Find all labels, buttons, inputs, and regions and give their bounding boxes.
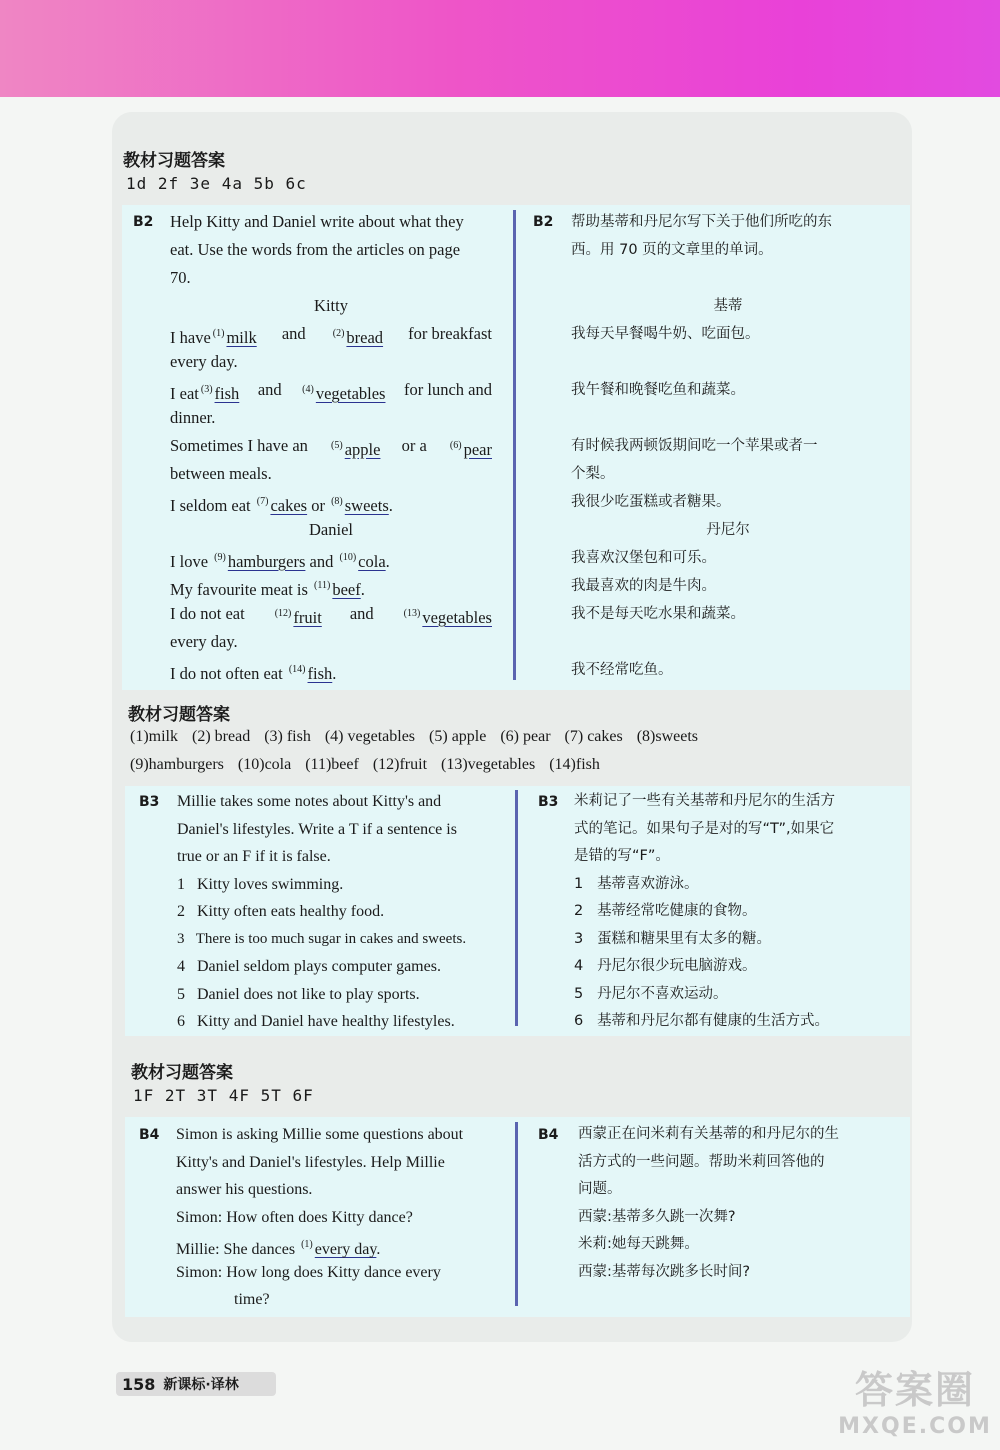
answer-item: (13)vegetables: [441, 756, 536, 773]
answer-blank: apple: [344, 440, 381, 459]
answer-blank: sweets: [344, 496, 389, 515]
b2-zh-kitty-title: 基蒂: [713, 298, 743, 314]
answer-item: (8)sweets: [636, 728, 699, 745]
b4-label: B4: [139, 1127, 160, 1143]
b2-daniel-title: Daniel: [309, 520, 353, 539]
page-footer: [116, 1372, 276, 1396]
watermark-logo: [840, 1355, 990, 1443]
b3-divider: [515, 790, 518, 1026]
answer-item: (10)cola: [237, 756, 292, 773]
b2-line: My favourite meat is $^{(11)}$ beef.: [170, 580, 365, 599]
answer-blank: beef: [332, 580, 361, 599]
b2-intro-line: eat. Use the words from the articles on page: [170, 240, 461, 259]
b4-divider: [515, 1122, 518, 1306]
b4-intro-line: Kitty's and Daniel's lifestyles. Help Millie: [176, 1153, 445, 1171]
answer-blank: vegetables: [422, 608, 492, 627]
b3-item: 4 Daniel seldom plays computer games.: [177, 958, 441, 975]
b3-zh-item: 1 基蒂喜欢游泳。: [574, 875, 699, 892]
answer-item: (4) vegetables: [324, 728, 416, 745]
b2-zh-line: 我不经常吃鱼。: [571, 662, 673, 678]
b3-zh-item: 3 蛋糕和糖果里有太多的糖。: [574, 930, 772, 947]
answer-item: (3) fish: [264, 728, 311, 745]
answer-item: (6) pear: [500, 728, 551, 745]
b4-intro-line: answer his questions.: [176, 1181, 313, 1198]
b3-zh-line: 米莉记了一些有关基蒂和丹尼尔的生活方: [574, 793, 835, 809]
answer-blank: fish: [214, 384, 240, 403]
answer-item: (1)milk: [130, 728, 178, 745]
b2-line: I eat $^{(3)}$ fish and $^{(4)}$ vegetables for lunch and: [170, 380, 492, 403]
answers-row-2: [130, 756, 600, 774]
b4-zh-label: B4: [538, 1127, 559, 1143]
answers-heading-2: 教材习题答案: [128, 705, 230, 725]
b3-label: B3: [139, 794, 160, 810]
b4-question: Simon: How often does Kitty dance?: [176, 1208, 413, 1226]
b2-line: between meals.: [170, 464, 272, 483]
b2-line: I do not often eat $^{(14)}$ fish.: [170, 664, 337, 683]
b3-zh-item: 5 丹尼尔不喜欢运动。: [574, 985, 728, 1002]
b3-item: 3 There is too much sugar in cakes and sweets.: [177, 930, 467, 947]
answers-row-1: [130, 728, 698, 746]
watermark-url: MXQE.COM: [838, 1414, 992, 1439]
b3-zh-label: B3: [538, 794, 559, 810]
answer-blank: every day: [314, 1241, 377, 1258]
b3-intro-line: Daniel's lifestyles. Write a T if a sentence is: [177, 820, 457, 838]
b3-zh-item: 4 丹尼尔很少玩电脑游戏。: [574, 958, 757, 974]
b2-zh-daniel-title: 丹尼尔: [706, 522, 750, 538]
b3-item: 6 Kitty and Daniel have healthy lifestyles.: [177, 1013, 455, 1030]
b2-kitty-title: Kitty: [314, 296, 348, 315]
b3-zh-line: 是错的写“F”。: [574, 848, 670, 864]
answer-item: (14)fish: [549, 756, 600, 773]
b3-zh-item: 2 基蒂经常吃健康的食物。: [574, 903, 757, 919]
b2-zh-line: 我很少吃蛋糕或者糖果。: [571, 494, 731, 510]
b3-zh-line: 式的笔记。如果句子是对的写“T”,如果它: [574, 820, 835, 837]
answer-blank: vegetables: [315, 384, 386, 403]
answer-blank: cola: [358, 552, 386, 571]
b2-divider: [513, 210, 516, 680]
b2-line: every day.: [170, 352, 238, 371]
b2-zh-line: 我喜欢汉堡包和可乐。: [571, 550, 716, 566]
answer-blank: bread: [346, 328, 384, 347]
b2-intro-line: 70.: [170, 268, 191, 287]
b4-zh-line: 西蒙:基蒂多久跳一次舞?: [578, 1208, 736, 1225]
b4-zh-line: 西蒙正在问米莉有关基蒂的和丹尼尔的生: [578, 1126, 839, 1142]
answer-item: (5) apple: [429, 728, 487, 745]
answer-blank: pear: [463, 440, 492, 459]
answer-item: (12)fruit: [372, 756, 428, 773]
b2-line: I seldom eat $^{(7)}$ cakes or $^{(8)}$ sweets.: [170, 496, 393, 515]
b4-zh-line: 问题。: [578, 1181, 622, 1197]
b4-zh-line: 米莉:她每天跳舞。: [578, 1236, 699, 1252]
b2-line: I have $^{(1)}$ milk and $^{(2)}$ bread for breakfast: [170, 324, 492, 347]
b3-item: 1 Kitty loves swimming.: [177, 875, 344, 893]
answer-blank: hamburgers: [227, 552, 306, 571]
b3-zh-item: 6 基蒂和丹尼尔都有健康的生活方式。: [574, 1013, 830, 1029]
answer-blank: fish: [307, 664, 333, 683]
series-name: 新课标·译林: [163, 1377, 239, 1393]
b4-zh-line: 活方式的一些问题。帮助米莉回答他的: [578, 1153, 825, 1170]
b2-zh-label: B2: [533, 214, 554, 230]
b2-intro-line: Help Kitty and Daniel write about what they: [170, 212, 464, 231]
b2-zh-line: 我午餐和晚餐吃鱼和蔬菜。: [571, 382, 745, 398]
b3-intro-line: Millie takes some notes about Kitty's and: [177, 793, 442, 810]
b4-intro-line: Simon is asking Millie some questions about: [176, 1126, 464, 1143]
watermark-text: 答案圈: [854, 1368, 975, 1412]
b4-question-cont: time?: [234, 1291, 270, 1308]
b2-zh-line: 个梨。: [571, 466, 615, 482]
answer-item: (11)beef: [305, 756, 359, 773]
b4-zh-line: 西蒙:基蒂每次跳多长时间?: [578, 1263, 751, 1280]
top-color-band: [0, 0, 1000, 97]
b2-zh-line: 我最喜欢的肉是牛肉。: [571, 578, 716, 594]
b2-zh-line: 有时候我两顿饭期间吃一个苹果或者一: [571, 438, 818, 454]
b3-intro-line: true or an F if it is false.: [177, 848, 331, 865]
answer-blank: fruit: [293, 608, 322, 627]
answer-blank: milk: [226, 328, 257, 347]
b2-line: dinner.: [170, 408, 216, 427]
answers-line-1: 1d 2f 3e 4a 5b 6c: [126, 174, 307, 193]
answers-heading-3: 教材习题答案: [131, 1063, 233, 1083]
b2-line: I love $^{(9)}$ hamburgers and $^{(10)}$ cola.: [170, 552, 390, 571]
b2-label: B2: [133, 214, 154, 230]
b2-zh-line: 我每天早餐喝牛奶、吃面包。: [571, 326, 760, 342]
answer-item: (7) cakes: [564, 728, 623, 745]
b2-line: I do not eat $^{(12)}$ fruit and $^{(13)}$ vegetables: [170, 604, 492, 627]
b3-item: 2 Kitty often eats healthy food.: [177, 903, 385, 920]
answers-heading-1: 教材习题答案: [123, 151, 225, 171]
answer-item: (9)hamburgers: [130, 756, 224, 773]
b2-zh-line: 西。用 70 页的文章里的单词。: [571, 242, 773, 258]
b2-zh-line: 帮助基蒂和丹尼尔写下关于他们所吃的东: [571, 214, 832, 230]
b2-line: Sometimes I have an $^{(5)}$ apple or a $^{(6)}$ pear: [170, 436, 492, 459]
b2-line: every day.: [170, 632, 238, 651]
b2-zh-line: 我不是每天吃水果和蔬菜。: [571, 606, 745, 622]
answer-blank: cakes: [270, 496, 308, 515]
b4-answer: Millie: She dances $^{(1)}$ every day.: [176, 1239, 381, 1258]
b3-item: 5 Daniel does not like to play sports.: [177, 985, 420, 1003]
answer-item: (2) bread: [192, 728, 251, 745]
b4-question: Simon: How long does Kitty dance every: [176, 1263, 441, 1281]
answers-line-3: 1F 2T 3T 4F 5T 6F: [133, 1086, 314, 1105]
page-number: 158: [122, 1374, 156, 1394]
